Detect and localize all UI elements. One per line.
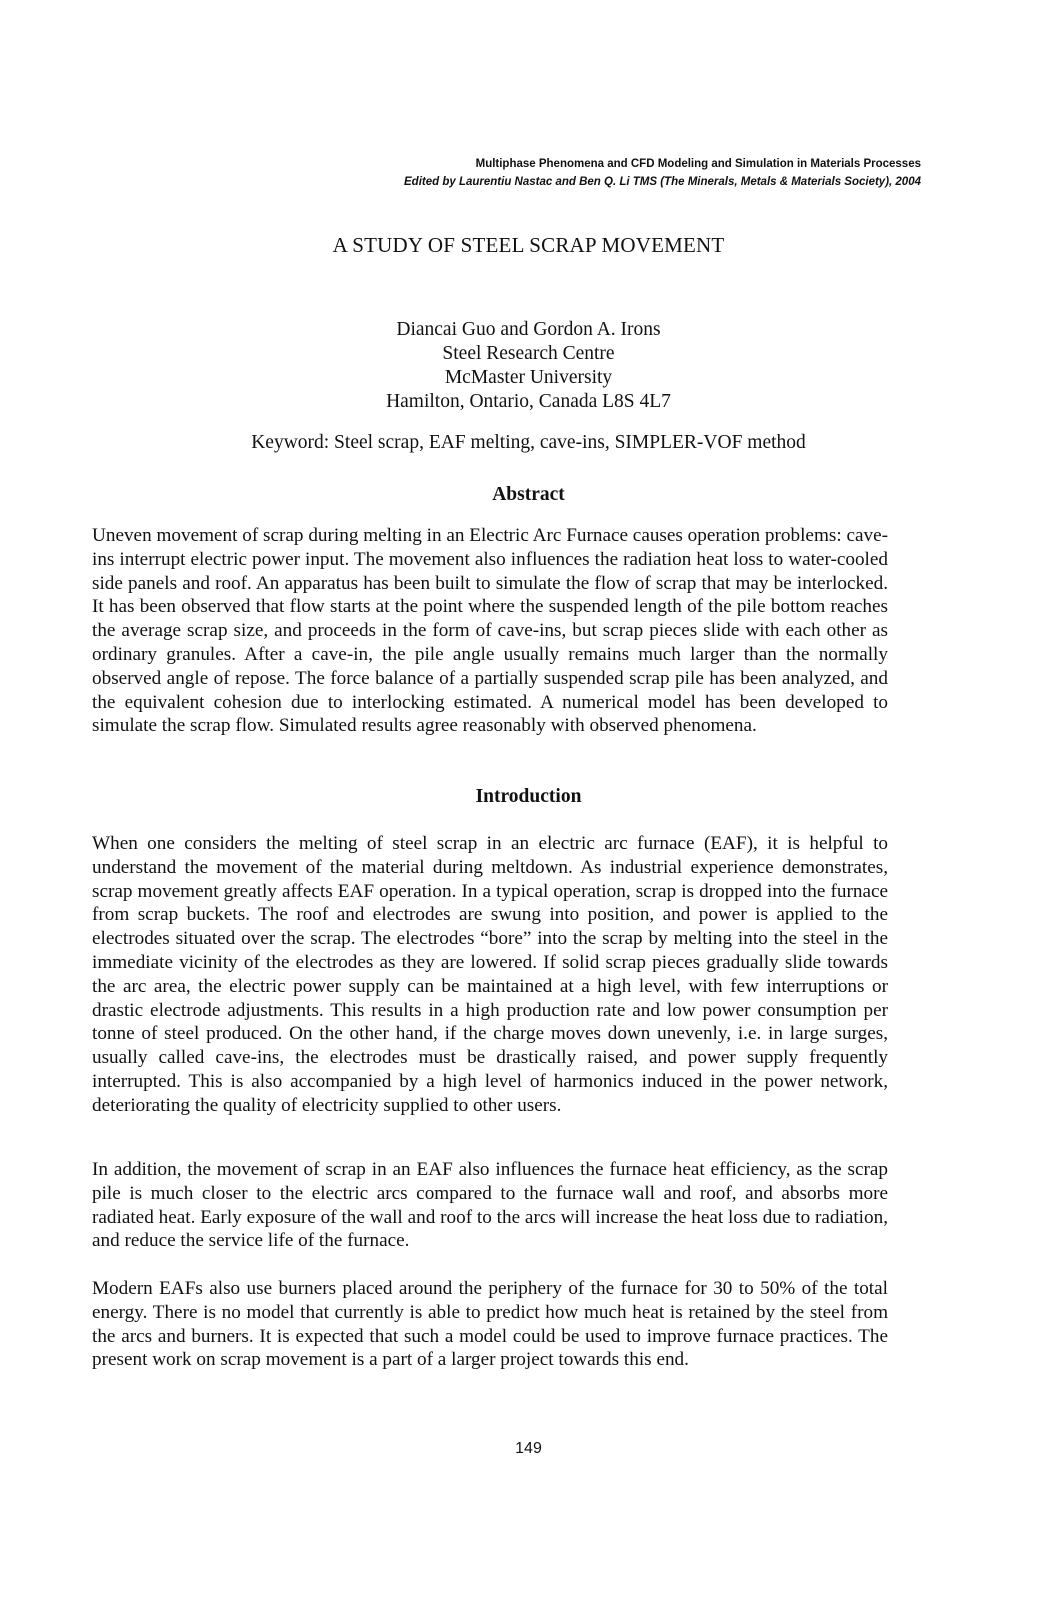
author-block (0, 318, 1057, 414)
author-names: Diancai Guo and Gordon A. Irons (396, 319, 661, 340)
introduction-paragraph-2: In addition, the movement of scrap in an EAF also influences the furnace heat efficiency, as the scrap pile is much closer to the electric arcs compared to the furnace wall and roof, and absorbs more radiated heat. Early exposure of the wall and roof to the arcs will increase the heat loss due to radiation, and reduce the service life of the furnace. (92, 1159, 888, 1252)
abstract-heading: Abstract (492, 484, 565, 505)
introduction-paragraph-3: Modern EAFs also use burners placed around the periphery of the furnace for 30 to 50% of the total energy. There is no model that currently is able to predict how much heat is retained by the steel from the arcs and burners. It is expected that such a model could be used to improve furnace practices. The present work on scrap movement is a part of a larger project towards this end. (92, 1278, 888, 1371)
introduction-heading: Introduction (475, 786, 582, 807)
proceedings-header (404, 155, 921, 191)
author-university: McMaster University (444, 367, 613, 388)
keywords-line: Keyword: Steel scrap, EAF melting, cave-ins, SIMPLER-VOF method (251, 432, 806, 453)
paper-title: A STUDY OF STEEL SCRAP MOVEMENT (332, 233, 725, 257)
author-affiliation: Steel Research Centre (442, 343, 615, 364)
proceedings-editors: Edited by Laurentiu Nastac and Ben Q. Li TMS (The Minerals, Metals & Materials Society), 2004 (404, 176, 921, 188)
author-address: Hamilton, Ontario, Canada L8S 4L7 (386, 391, 671, 412)
introduction-paragraph-1: When one considers the melting of steel scrap in an electric arc furnace (EAF), it is helpful to understand the movement of the material during meltdown. As industrial experience demonstrates, scrap movement greatly affects EAF operation. In a typical operation, scrap is dropped into the furnace from scrap buckets. The roof and electrodes are swung into position, and power is applied to the electrodes situated over the scrap. The electrodes “bore” into the scrap by melting into the steel in the immediate vicinity of the electrodes as they are lowered. If solid scrap pieces gradually slide towards the arc area, the electric power supply can be maintained at a high level, with few interruptions or drastic electrode adjustments. This results in a high production rate and low power consumption per tonne of steel produced. On the other hand, if the charge moves down unevenly, i.e. in large surges, usually called cave-ins, the electrodes must be drastically raised, and power supply frequently interrupted. This is also accompanied by a high level of harmonics induced in the power network, deteriorating the quality of electricity supplied to other users. (92, 833, 888, 1116)
page-number: 149 (515, 1440, 542, 1457)
proceedings-series-title: Multiphase Phenomena and CFD Modeling and Simulation in Materials Processes (475, 158, 921, 170)
abstract-text: Uneven movement of scrap during melting in an Electric Arc Furnace causes operation problems: cave-ins interrupt electric power input. The movement also influences the radiation heat loss to water-cooled side panels and roof. An apparatus has been built to simulate the flow of scrap that may be interlocked. It has been observed that flow starts at the point where the suspended length of the pile bottom reaches the average scrap size, and proceeds in the form of cave-ins, but scrap pieces slide with each other as ordinary granules. After a cave-in, the pile angle usually remains much larger than the normally observed angle of repose. The force balance of a partially suspended scrap pile has been analyzed, and the equivalent cohesion due to interlocking estimated. A numerical model has been developed to simulate the scrap flow. Simulated results agree reasonably with observed phenomena. (92, 525, 888, 737)
